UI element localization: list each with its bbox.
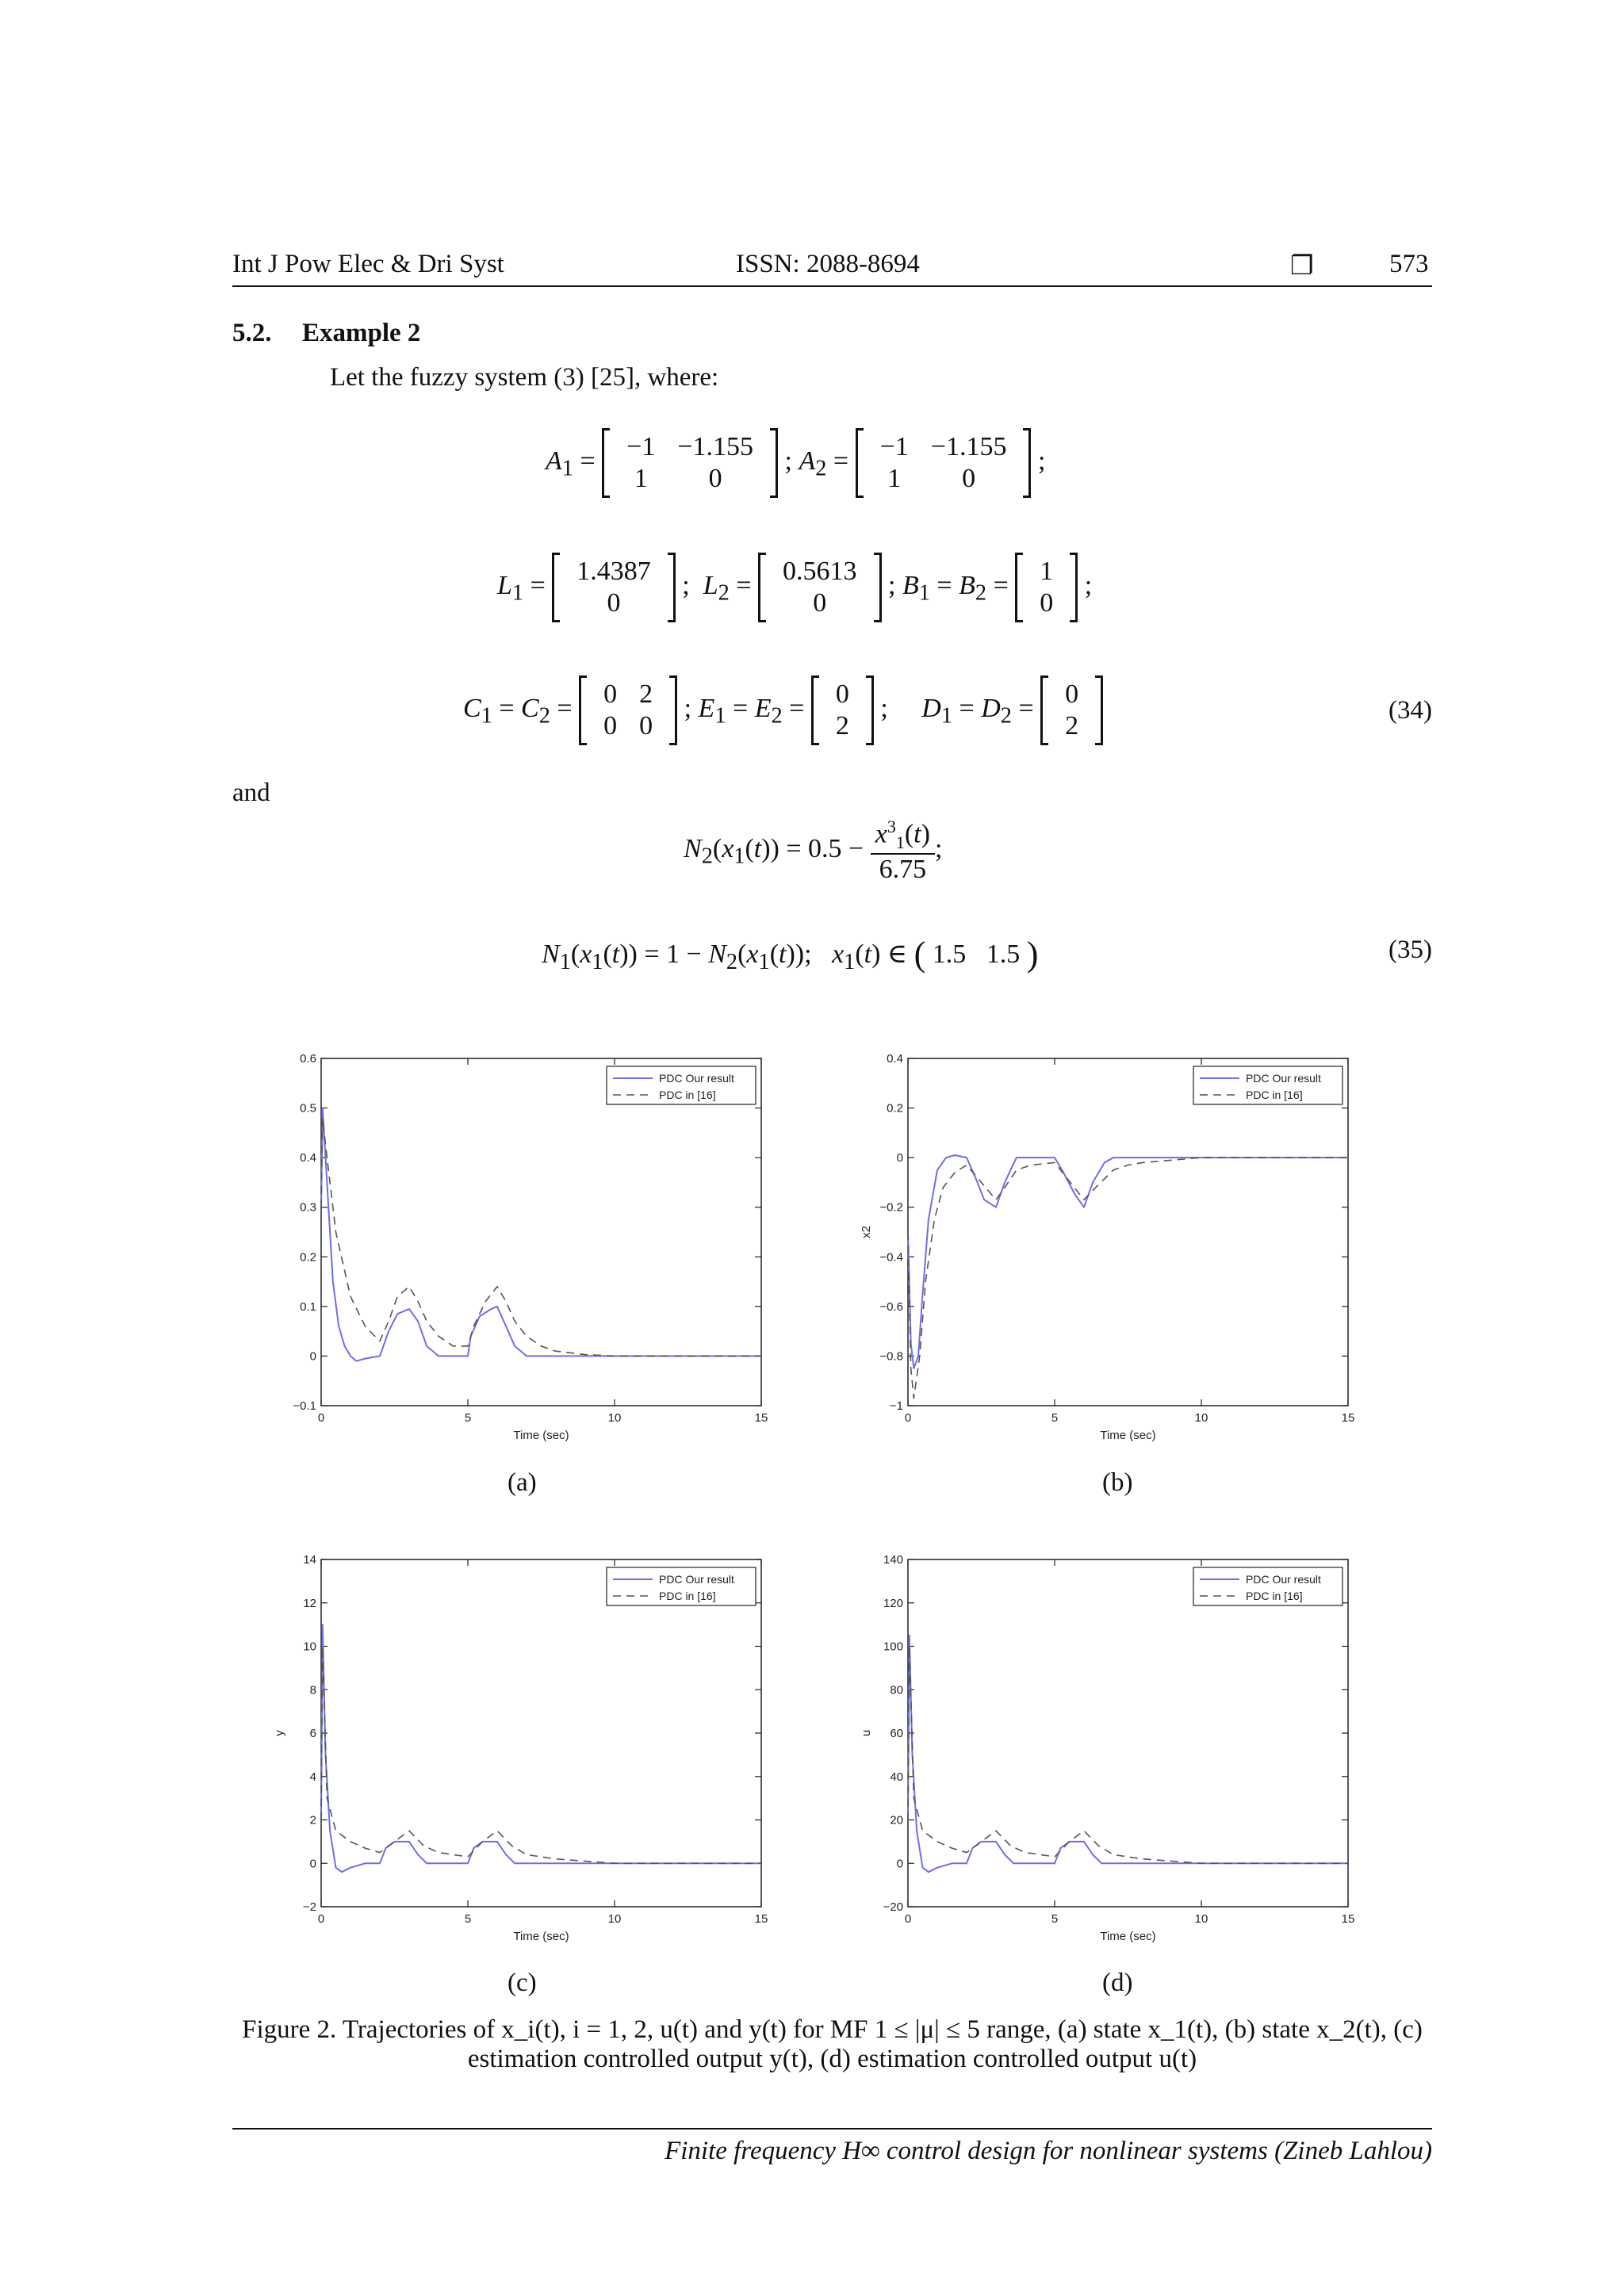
x-tick-label: 10 <box>1194 1411 1208 1425</box>
y-tick-label: 14 <box>303 1553 316 1567</box>
y-tick-label: 0 <box>309 1349 316 1364</box>
y-tick-label: 6 <box>309 1727 316 1740</box>
y-tick-label: 100 <box>883 1640 903 1654</box>
y-tick-label: 120 <box>883 1596 903 1610</box>
x-tick-label: 0 <box>904 1912 912 1926</box>
plot-frame <box>908 1058 1348 1406</box>
x-tick-label: 10 <box>607 1912 622 1926</box>
y-tick-label: −0.8 <box>879 1349 903 1364</box>
y-tick-label: 10 <box>303 1640 316 1654</box>
equation-c-e-d: $C_1 = C_2 = 0$ 2 0 0 ; $E_1 = E_2 = 0$ 2 ; $D_1 = D_2 = 0$ 2 <box>463 675 1103 745</box>
y-tick-label: 12 <box>303 1596 316 1610</box>
x-axis-label: Time (sec) <box>1100 1930 1156 1943</box>
section-number: 5.2. <box>232 319 272 347</box>
x-tick-label: 15 <box>754 1411 768 1425</box>
legend-label: PDC in [16] <box>659 1590 716 1602</box>
y-tick-label: 2 <box>309 1813 316 1827</box>
y-tick-label: 20 <box>890 1813 903 1827</box>
chart-c <box>270 1548 777 1960</box>
figure-caption: Figure 2. Trajectories of x_i(t), i = 1, 2, u(t) and y(t) for MF 1 ≤ |μ| ≤ 5 range, (a) state x_1(t), (b) state x_2(t), (c) estimation controlled output y(t), (d) estimation controlled output u(t) <box>242 2015 1423 2073</box>
y-tick-label: 140 <box>883 1553 903 1567</box>
y-tick-label: 0.4 <box>887 1052 903 1066</box>
y-axis-label: y <box>273 1730 286 1736</box>
y-tick-label: −20 <box>883 1900 903 1914</box>
x-axis-label: Time (sec) <box>1100 1429 1156 1442</box>
equation-a-matrices: $A_1 = -1$ −1.155 1 0 ; $A_2 = -1$ −1.155 1 0 ; <box>546 428 1045 498</box>
footer-text: Finite frequency H∞ control design for nonlinear systems (Zineb Lahlou) <box>665 2137 1432 2165</box>
page-number: 573 <box>1389 250 1429 278</box>
y-tick-label: −2 <box>302 1900 316 1914</box>
x-tick-label: 10 <box>607 1411 622 1425</box>
y-tick-label: 0.2 <box>300 1250 316 1265</box>
plot-frame <box>321 1559 761 1907</box>
equation-number-34: (34) <box>1388 696 1432 725</box>
x-axis-label: Time (sec) <box>513 1930 569 1943</box>
x-tick-label: 15 <box>1341 1411 1355 1425</box>
y-axis-label: u <box>860 1729 873 1737</box>
chart-b <box>856 1047 1364 1459</box>
x-tick-label: 0 <box>317 1912 325 1926</box>
chart-a <box>270 1047 777 1459</box>
panel-label-d: (d) <box>1102 1969 1133 1997</box>
chart-d <box>856 1548 1364 1960</box>
legend-label: PDC Our result <box>1246 1072 1321 1085</box>
plot-frame <box>321 1058 761 1406</box>
equation-l-b: $L_1 = 1.4387$ 0 ; $L_2 = 0.5613$ 0 ; $B_1 = B_2 = 1$ 0 ; <box>497 553 1092 622</box>
intro-text: Let the fuzzy system (3) [25], where: <box>330 363 719 392</box>
y-tick-label: 8 <box>309 1683 316 1697</box>
y-tick-label: 60 <box>890 1727 903 1740</box>
plot-frame <box>908 1559 1348 1907</box>
panel-label-b: (b) <box>1102 1468 1133 1497</box>
section-heading <box>232 319 420 348</box>
box-glyph-icon: ❐ <box>1290 252 1314 281</box>
equation-n2: $N_2(x_1(t)) = 0.5$ − $\frac{x^3_1(t)}{6.75}$ ; <box>684 817 943 885</box>
x-tick-label: 0 <box>904 1411 912 1425</box>
y-tick-label: 0.3 <box>300 1200 316 1215</box>
y-tick-label: 0.1 <box>300 1299 316 1314</box>
legend-label: PDC in [16] <box>1246 1089 1303 1101</box>
y-tick-label: −1 <box>889 1399 903 1413</box>
panel-label-c: (c) <box>508 1969 537 1997</box>
y-tick-label: 0.6 <box>300 1052 316 1066</box>
y-tick-label: 4 <box>309 1770 316 1784</box>
header-rule <box>232 285 1432 287</box>
y-tick-label: −0.6 <box>879 1299 903 1314</box>
y-tick-label: 40 <box>890 1770 903 1784</box>
section-title: Example 2 <box>302 319 421 347</box>
x-axis-label: Time (sec) <box>513 1429 569 1442</box>
y-axis-label: x2 <box>860 1226 873 1238</box>
y-tick-label: −0.4 <box>879 1250 903 1265</box>
x-tick-label: 5 <box>1051 1411 1059 1425</box>
x-tick-label: 10 <box>1194 1912 1208 1926</box>
y-tick-label: −0.2 <box>879 1200 903 1215</box>
legend-label: PDC Our result <box>659 1072 734 1085</box>
y-tick-label: −0.1 <box>293 1399 316 1413</box>
equation-n1: $N_1(x_1(t)) = 1 - N_2(x_1(t))$; $x_1(t)$ ∈ ( 1.5 1.5 ) <box>542 935 1039 974</box>
y-tick-label: 0 <box>896 1151 903 1165</box>
x-tick-label: 0 <box>317 1411 325 1425</box>
x-tick-label: 15 <box>754 1912 768 1926</box>
legend-label: PDC Our result <box>659 1573 734 1586</box>
x-tick-label: 5 <box>1051 1912 1059 1926</box>
legend-label: PDC in [16] <box>659 1089 716 1101</box>
legend-label: PDC in [16] <box>1246 1590 1303 1602</box>
journal-name: Int J Pow Elec & Dri Syst <box>232 250 504 278</box>
y-tick-label: 0.4 <box>300 1151 316 1165</box>
y-tick-label: 0 <box>896 1857 903 1871</box>
footer-rule <box>232 2128 1432 2130</box>
panel-label-a: (a) <box>508 1468 537 1497</box>
and-text: and <box>232 779 270 807</box>
equation-number-35: (35) <box>1388 936 1432 964</box>
x-tick-label: 5 <box>464 1912 472 1926</box>
x-tick-label: 15 <box>1341 1912 1355 1926</box>
y-tick-label: 80 <box>890 1683 903 1697</box>
x-tick-label: 5 <box>464 1411 472 1425</box>
issn: ISSN: 2088-8694 <box>736 250 920 278</box>
legend-label: PDC Our result <box>1246 1573 1321 1586</box>
y-tick-label: 0.2 <box>887 1101 903 1115</box>
y-tick-label: 0.5 <box>300 1101 316 1115</box>
y-tick-label: 0 <box>309 1857 316 1871</box>
